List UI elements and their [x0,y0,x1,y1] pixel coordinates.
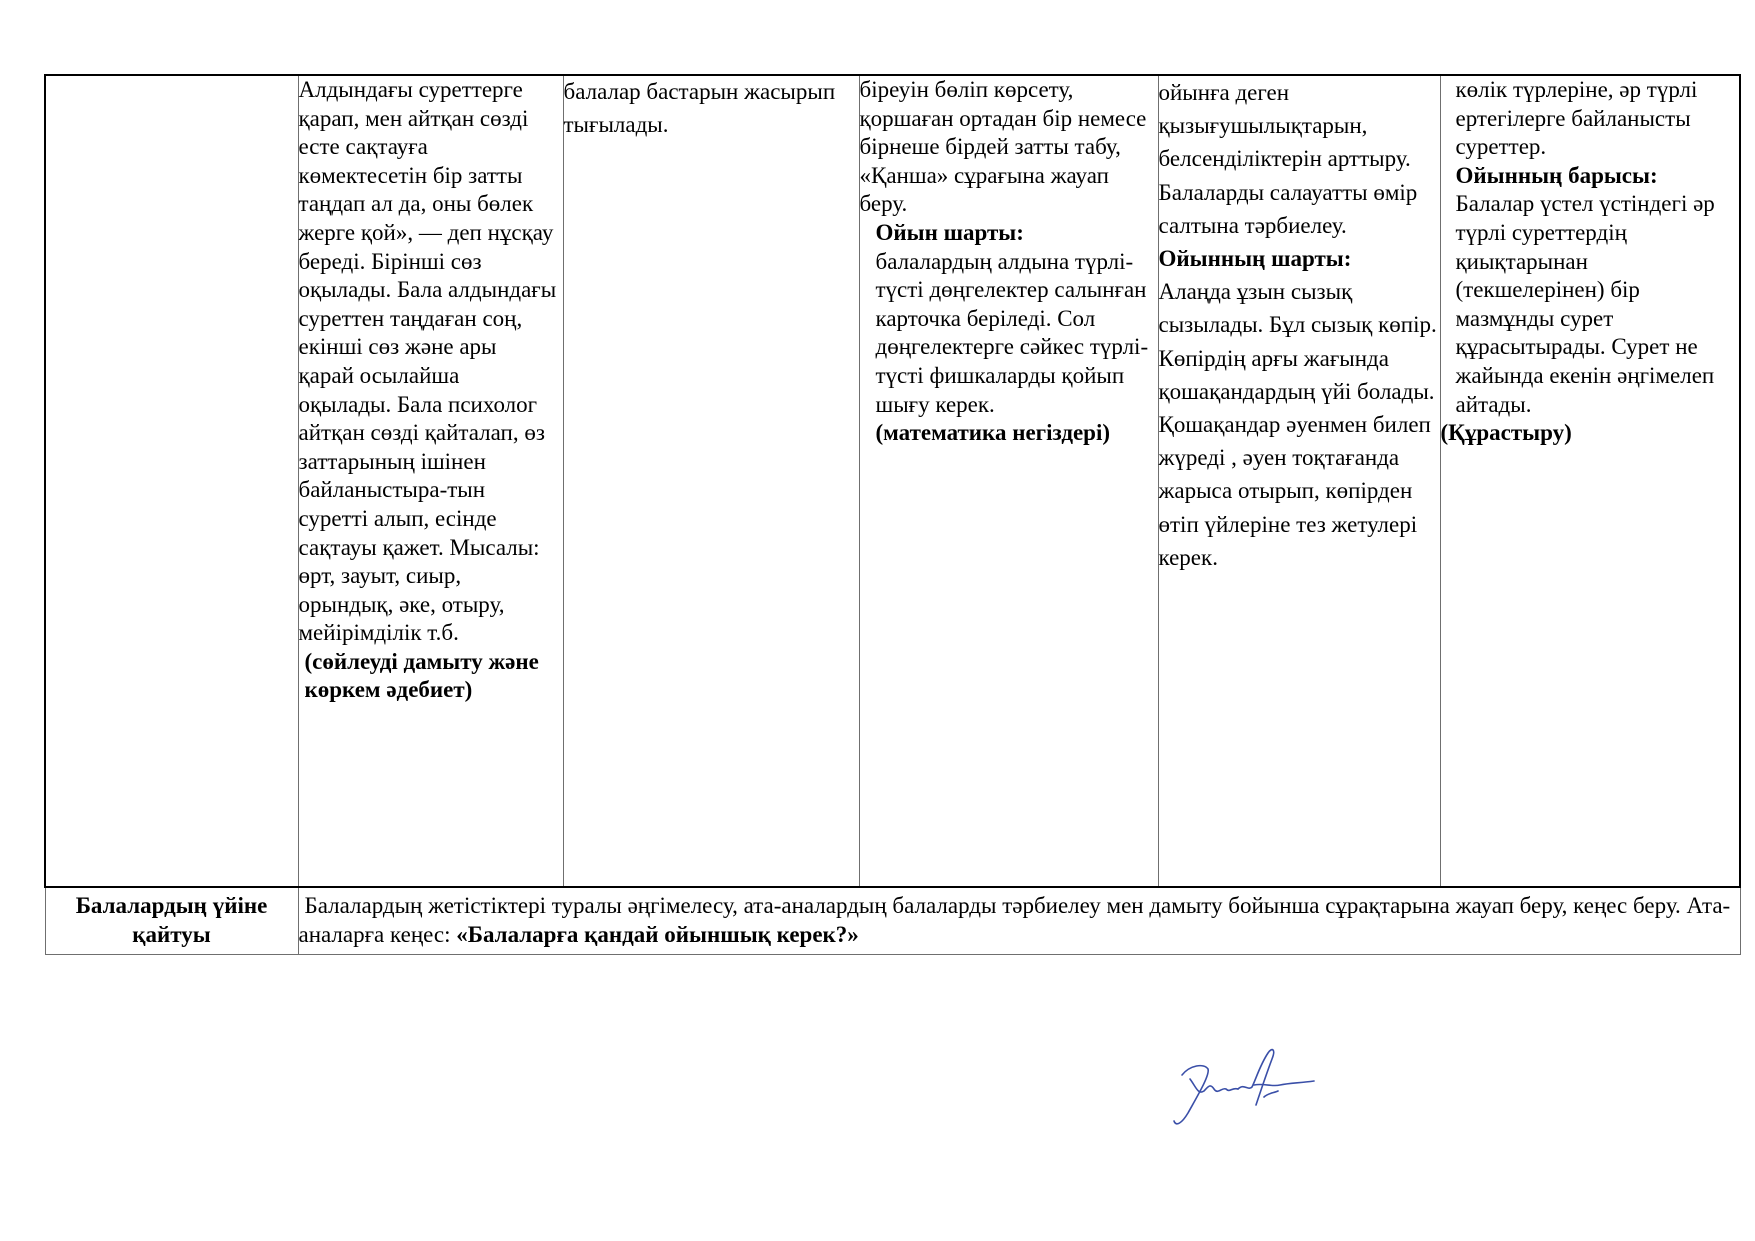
bridge-game-rules-text: Алаңда ұзын сызық сызылады. Бұл сызық көпір. Көпірдің арғы жағында қошақандардың үйі болады. Қошақандар әуенмен билеп жүреді , әуен тоқтағанда жарыса отырып, көпірден өтіп үйлеріне тез жетулері керек. [1158,279,1437,570]
row-label-cell [45,75,298,887]
speech-game-cell [298,75,563,887]
puzzle-game-materials: көлік түрлеріне, әр түрлі ертегілерге байланысты суреттер. [1455,77,1698,160]
speech-game-description: Алдындағы суреттерге қарап, мен айтқан сөзді есте сақтауға көмектесетін бір затты таңдап ал да, оны бөлек жерге қой», — деп нұсқау береді. Бірінші сөз оқылады. Бала алдындағы суреттен таңдаған соң, екінші сөз және ары қарай осылайша оқылады. Бала психолог айтқан сөзді қайталап, өз заттарының ішінен байланыстыра-тын суретті алып, есінде сақтауы қажет. Мысалы: өрт, зауыт, сиыр, орындық, әке, отыру, мейірімділік т.б. [298,77,557,646]
math-game-rules-text: балалардың алдына түрлі-түсті дөңгелектер салынған карточка беріледі. Сол дөңгелектерге сәйкес түрлі-түсті фишкаларды қойып шығу керек. [875,248,1149,417]
math-game-subject-tag: (математика негіздері) [875,420,1111,446]
plan-table [44,74,1741,955]
math-game-goal: біреуін бөліп көрсету, қоршаған ортадан бір немесе бірнеше бірдей затты табу, «Қанша» сұрағына жауап беру. [859,77,1147,217]
bridge-game-goal: ойынға деген қызығушылықтарын, белсенділіктерін арттыру. Балаларды салауатты өмір салтына тәрбиелеу. [1158,80,1418,238]
hide-game-cell [563,75,859,887]
speech-game-subject-tag: (сөйлеуді дамыту және көркем әдебиет) [304,648,539,703]
activity-row [45,75,1740,887]
hide-game-description: балалар бастарын жасырып тығылады. [563,79,836,137]
math-game-cell [859,75,1158,887]
math-game-rules-heading: Ойын шарты: [875,219,1024,245]
going-home-label: Балалардың үйіне қайтуы [45,887,298,955]
consultation-title: «Балаларға қандай ойыншық керек?» [456,921,859,947]
going-home-row [45,887,1740,955]
bridge-game-rules-heading: Ойынның шарты: [1158,246,1352,272]
puzzle-game-subject-tag: (Құрастыру) [1440,420,1572,446]
puzzle-game-progress-heading: Ойынның барысы: [1455,162,1658,188]
handwritten-signature-icon [1168,1035,1318,1135]
puzzle-game-cell [1440,75,1740,887]
going-home-text-cell [298,887,1740,955]
going-home-description: Балалардың жетістіктері туралы әңгімелесу, ата-аналардың балаларды тәрбиелеу мен дамыту бойынша сұрақтарына жауап беру, кеңес беру. Ата-аналарға кеңес: [298,893,1731,947]
bridge-game-cell [1158,75,1440,887]
puzzle-game-progress-text: Балалар үстел үстіндегі әр түрлі суреттердің қиықтарынан (текшелерінен) бір мазмұнды сурет құрасытырады. Сурет не жайында екенін әңгімелеп айтады. [1455,191,1715,417]
